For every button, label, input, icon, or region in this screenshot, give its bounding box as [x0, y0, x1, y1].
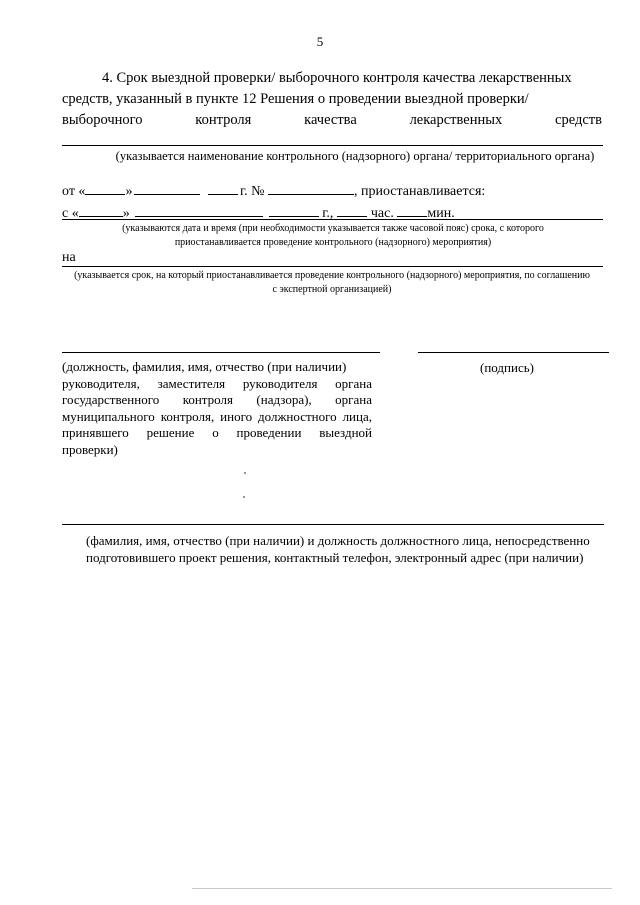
- official-caption-line: принявшего решение о проведении выездной проверки): [62, 425, 372, 457]
- official-sign-line[interactable]: [62, 352, 380, 353]
- with-quote-close: »: [122, 206, 130, 221]
- preparer-caption: [86, 532, 606, 566]
- row-from: [62, 182, 485, 200]
- preparer-caption-line: (фамилия, имя, отчество (при наличии) и должность должностного лица, непосредственно: [86, 533, 590, 548]
- word: выборочного: [62, 112, 143, 128]
- official-caption-line: государственного контроля (надзора), органа: [62, 392, 372, 407]
- period-caption: (указывается срок, на который приостанавливается проведение контрольного (надзорного) мероприятия, по соглашению с экспертной организацией): [74, 270, 590, 295]
- speck-mark: [244, 472, 246, 474]
- word: средств: [555, 112, 602, 128]
- item-4-line-2: средств, указанный в пункте 12 Решения о проведении выездной проверки/: [62, 91, 529, 107]
- signature-line[interactable]: [418, 352, 609, 353]
- with-hours-label: час.: [370, 206, 394, 221]
- preparer-fill-line[interactable]: [62, 524, 604, 525]
- datetime-rule: [62, 219, 603, 220]
- authority-caption: (указывается наименование контрольного (надзорного) органа/ территориального органа): [115, 149, 595, 163]
- with-prefix: с «: [62, 206, 79, 221]
- item-4-line-1: 4. Срок выездной проверки/ выборочного контроля качества лекарственных: [102, 70, 572, 86]
- word: лекарственных: [409, 112, 503, 128]
- with-year-suffix: г.,: [322, 206, 334, 221]
- from-day-field[interactable]: [85, 182, 125, 195]
- word: качества: [304, 112, 357, 128]
- scan-edge-line: [192, 888, 612, 889]
- with-day-field[interactable]: [79, 204, 123, 217]
- from-year-field[interactable]: [208, 182, 238, 195]
- from-prefix: от «: [62, 184, 86, 199]
- row-on-label: на: [62, 250, 76, 265]
- official-caption-line: (должность, фамилия, имя, отчество (при наличии): [62, 359, 347, 374]
- with-hours-field[interactable]: [337, 204, 367, 217]
- speck-mark: [243, 496, 245, 498]
- authority-fill-line[interactable]: [62, 145, 603, 146]
- word: контроля: [195, 112, 252, 128]
- with-minutes-label: мин.: [427, 206, 455, 221]
- with-year-field[interactable]: [269, 204, 319, 217]
- official-caption-line: муниципального контроля, иного должностного лица,: [62, 408, 372, 424]
- from-tail: , приостанавливается:: [353, 184, 486, 199]
- from-month-field[interactable]: [134, 182, 200, 195]
- with-month-field[interactable]: [135, 204, 263, 217]
- from-year-suffix: г. №: [239, 184, 265, 199]
- datetime-caption: (указываются дата и время (при необходимости указывается также часовой пояс) срока, с которого приостанавливается проведение контрольного (надзорного) мероприятия): [122, 223, 544, 248]
- item-4-line-3: [62, 110, 602, 131]
- from-quote-close: »: [125, 184, 133, 199]
- preparer-caption-line: подготовившего проект решения, контактный телефон, электронный адрес (при наличии): [86, 550, 584, 565]
- official-caption-line: руководителя, заместителя руководителя органа: [62, 375, 372, 391]
- page-number: 5: [316, 34, 324, 49]
- signature-caption: (подпись): [480, 360, 534, 375]
- period-fill-line[interactable]: [62, 266, 603, 267]
- from-number-field[interactable]: [268, 182, 354, 195]
- with-minutes-field[interactable]: [397, 204, 427, 217]
- official-caption: [62, 359, 372, 458]
